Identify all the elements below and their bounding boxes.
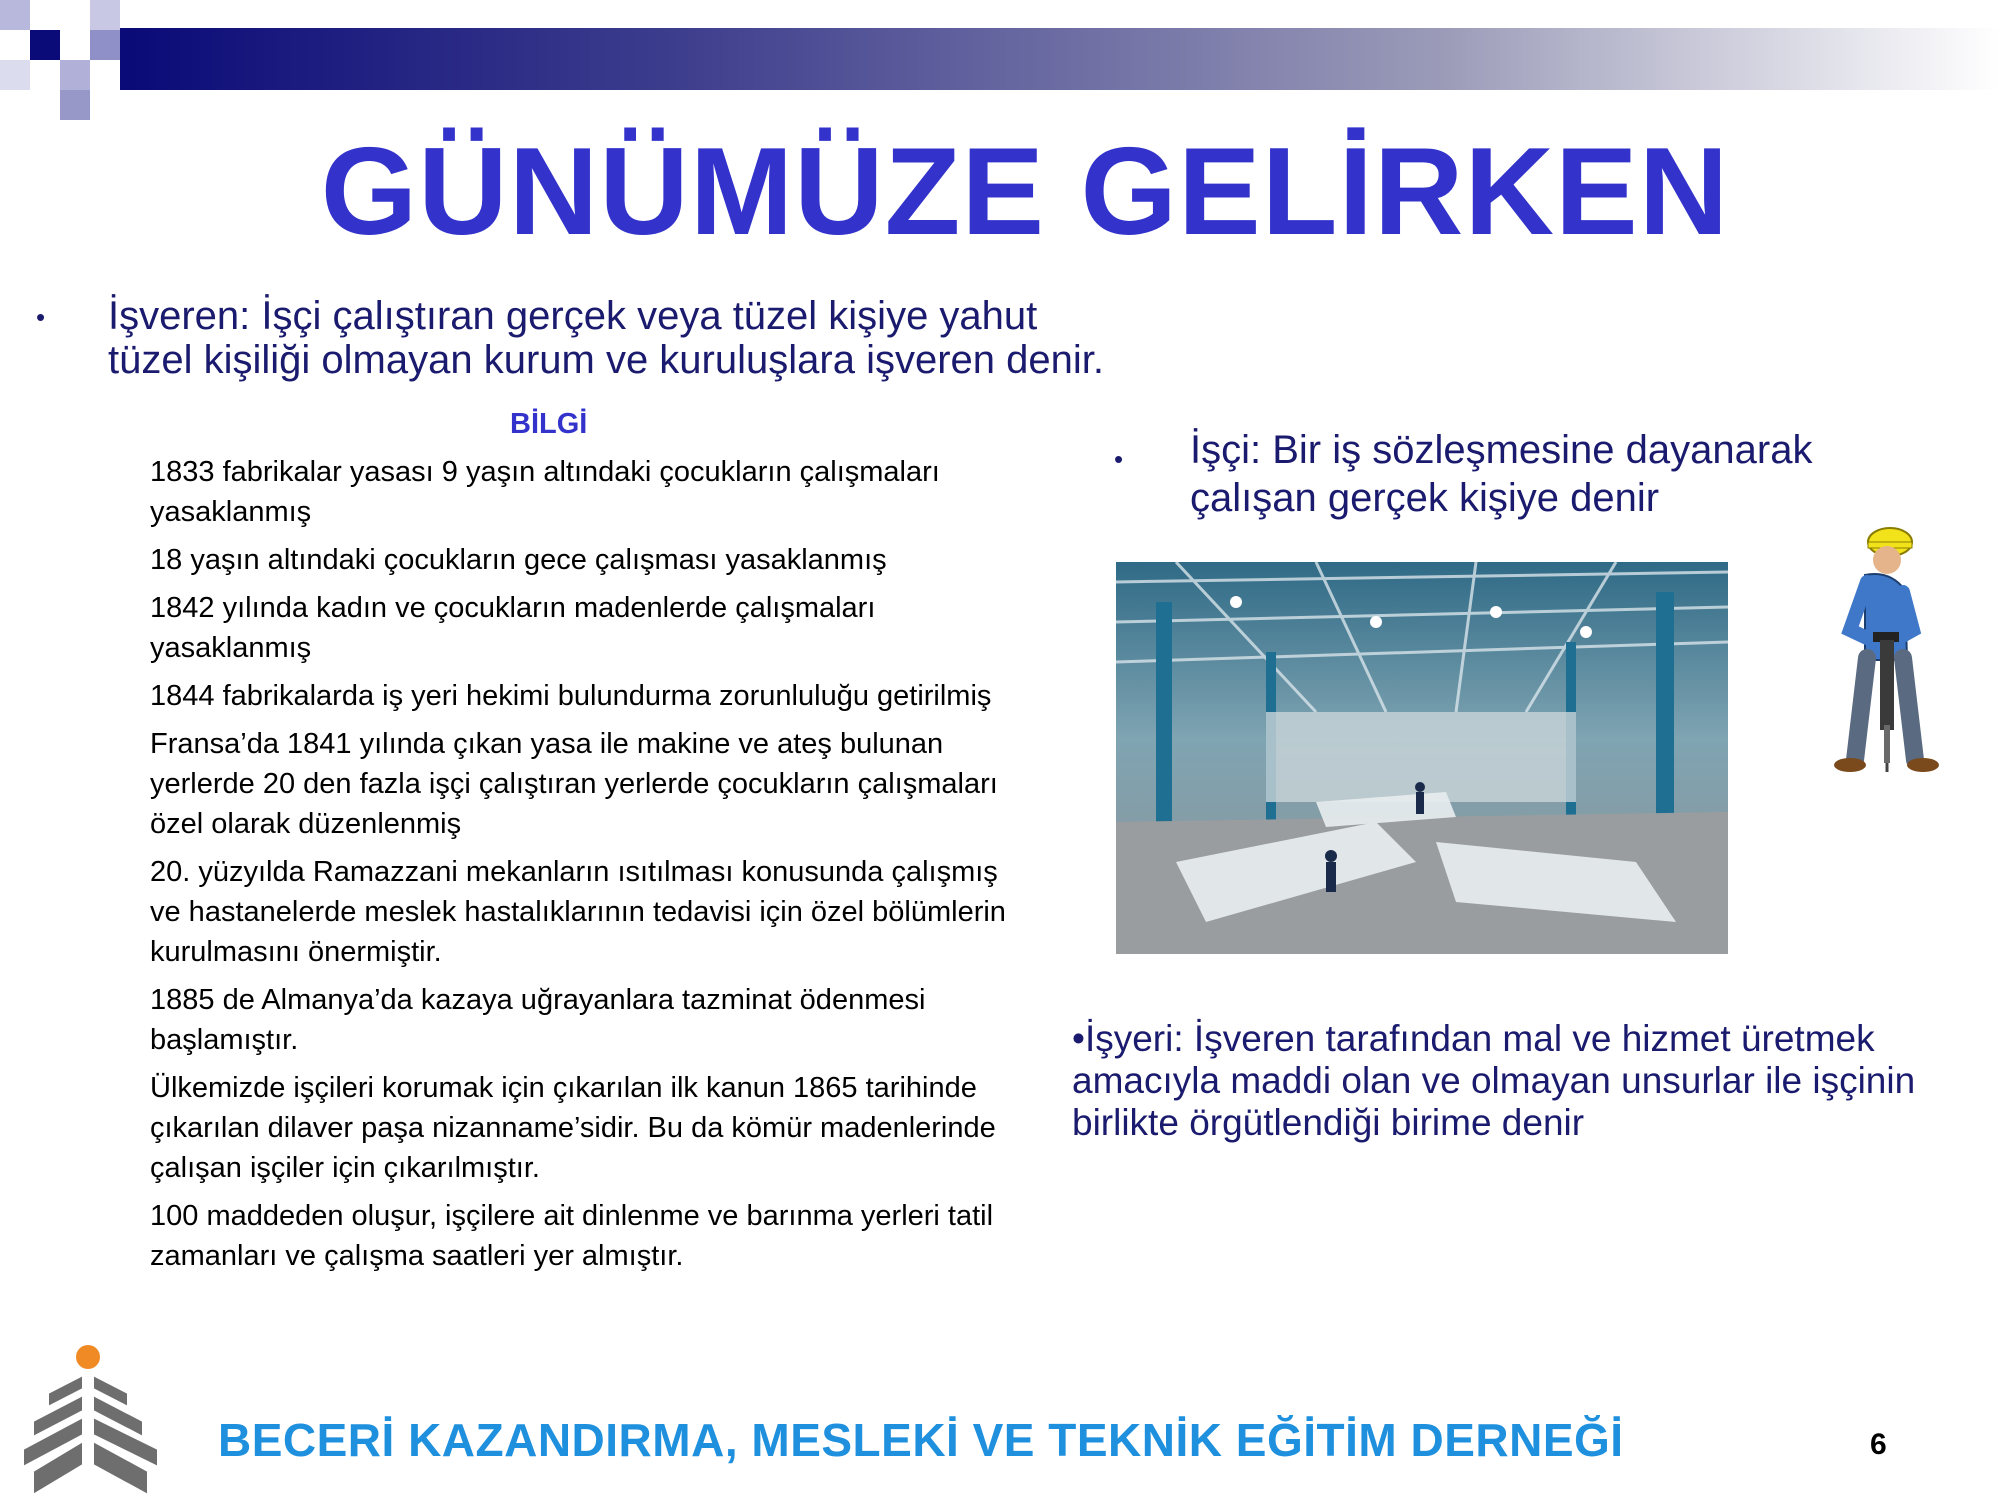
info-item: 1842 yılında kadın ve çocukların madenlerde çalışmaları yasaklanmış [150, 592, 876, 664]
employer-definition [108, 294, 1104, 382]
workplace-definition: •İşyeri: İşveren tarafından mal ve hizmet üretmek amacıyla maddi olan ve olmayan unsurlar ile işçinin birlikte örgütlendiği birime denir [1072, 1018, 1916, 1143]
association-logo-icon [18, 1345, 168, 1500]
worker-bullet-marker: • [1114, 444, 1124, 474]
info-item: 1844 fabrikalarda iş yeri hekimi bulundurma zorunluluğu getirilmiş [150, 680, 992, 712]
worker-definition-line1: İşçi: Bir iş sözleşmesine dayanarak [1190, 428, 1813, 472]
info-item: 1833 fabrikalar yasası 9 yaşın altındaki çocukların çalışmaları yasaklanmış [150, 456, 940, 528]
header-gradient-bar [120, 28, 2000, 90]
factory-interior-photo [1116, 562, 1728, 954]
construction-worker-jackhammer-icon [1795, 520, 1975, 780]
info-item: 100 maddeden oluşur, işçilere ait dinlenme ve barınma yerleri tatil zamanları ve çalışma saatleri yer almıştır. [150, 1200, 994, 1272]
info-item: 18 yaşın altındaki çocukların gece çalışması yasaklanmış [150, 544, 887, 576]
slide-title: GÜNÜMÜZE GELİRKEN [320, 123, 1730, 261]
info-item: Ülkemizde işçileri korumak için çıkarılan ilk kanun 1865 tarihinde çıkarılan dilaver paşa nizanname’sidir. Bu da kömür madenlerinde çalışan işçiler için çıkarılmıştır. [150, 1072, 996, 1184]
page-number: 6 [1870, 1428, 1887, 1461]
employer-definition-line2: tüzel kişiliği olmayan kurum ve kuruluşlara işveren denir. [108, 338, 1104, 382]
info-item: 1885 de Almanya’da kazaya uğrayanlara tazminat ödenmesi başlamıştır. [150, 984, 926, 1056]
employer-definition-line1: İşveren: İşçi çalıştıran gerçek veya tüzel kişiye yahut [108, 294, 1038, 338]
worker-definition [1190, 426, 1812, 522]
info-heading: BİLGİ [510, 408, 588, 440]
info-item: Fransa’da 1841 yılında çıkan yasa ile makine ve ateş bulunan yerlerde 20 den fazla işçi çalıştıran yerlerde çocukların çalışmaları özel olarak düzenlenmiş [150, 728, 998, 840]
info-list [150, 452, 1030, 1284]
worker-definition-line2: çalışan gerçek kişiye denir [1190, 476, 1660, 520]
info-item: 20. yüzyılda Ramazzani mekanların ısıtılması konusunda çalışmış ve hastanelerde meslek hastalıklarının tedavisi için özel bölümlerin kurulmasını önermiştir. [150, 856, 1006, 968]
footer-organization-name: BECERİ KAZANDIRMA, MESLEKİ VE TEKNİK EĞİTİM DERNEĞİ [218, 1414, 1624, 1466]
employer-bullet-marker: • [36, 302, 46, 332]
